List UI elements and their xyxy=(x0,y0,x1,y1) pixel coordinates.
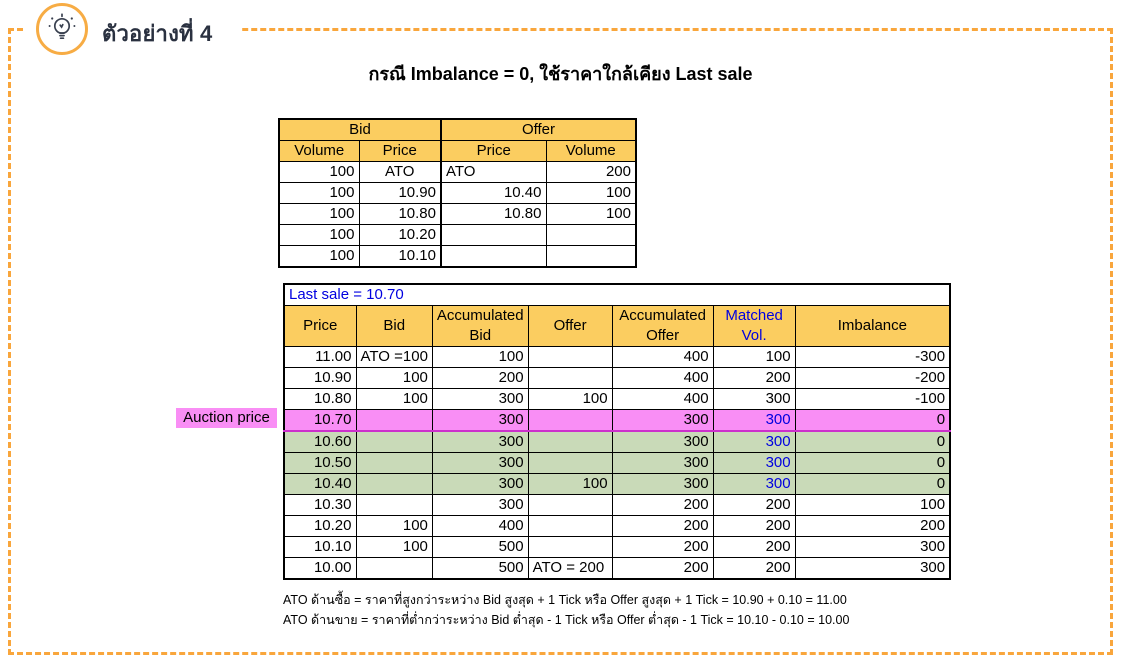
matching-cell-acc-bid: 300 xyxy=(432,410,528,432)
order-book-cell xyxy=(441,246,546,268)
order-book-cell: 10.20 xyxy=(359,225,441,246)
matching-cell-bid: 100 xyxy=(356,537,432,558)
matching-cell-price: 11.00 xyxy=(284,347,356,368)
matching-cell-offer: 100 xyxy=(528,389,612,410)
matching-cell-price: 10.50 xyxy=(284,453,356,474)
matching-cell-offer xyxy=(528,453,612,474)
bid-volume-header: Volume xyxy=(279,141,359,162)
matching-cell-acc-bid: 200 xyxy=(432,368,528,389)
matching-row xyxy=(284,537,950,558)
matching-cell-bid: 100 xyxy=(356,389,432,410)
matching-cell-matched: 300 xyxy=(713,431,795,453)
order-book-cell: 100 xyxy=(279,162,359,183)
matching-cell-offer xyxy=(528,516,612,537)
matching-cell-price: 10.00 xyxy=(284,558,356,580)
lightbulb-glyph xyxy=(45,12,79,46)
matching-cell-offer: ATO = 200 xyxy=(528,558,612,580)
matching-cell-acc-offer: 400 xyxy=(612,389,713,410)
bid-price-header: Price xyxy=(359,141,441,162)
matching-cell-acc-bid: 100 xyxy=(432,347,528,368)
matching-row xyxy=(284,516,950,537)
order-book-cell: ATO xyxy=(441,162,546,183)
matching-cell-bid: 100 xyxy=(356,368,432,389)
matching-cell-bid: 100 xyxy=(356,516,432,537)
matching-cell-imbalance: -100 xyxy=(795,389,950,410)
matching-cell-price: 10.40 xyxy=(284,474,356,495)
matching-row xyxy=(284,474,950,495)
order-book-row xyxy=(279,246,636,268)
matching-cell-matched: 200 xyxy=(713,516,795,537)
offer-price-header: Price xyxy=(441,141,546,162)
price-header: Price xyxy=(284,306,356,347)
matching-cell-acc-bid: 400 xyxy=(432,516,528,537)
last-sale-row xyxy=(284,284,950,306)
order-book-row xyxy=(279,162,636,183)
accumulated-offer-header: Accumulated Offer xyxy=(612,306,713,347)
matching-cell-acc-offer: 200 xyxy=(612,516,713,537)
matching-cell-matched: 300 xyxy=(713,389,795,410)
matching-cell-bid xyxy=(356,495,432,516)
matching-cell-acc-offer: 300 xyxy=(612,453,713,474)
matching-cell-price: 10.90 xyxy=(284,368,356,389)
matching-cell-bid: ATO =100 xyxy=(356,347,432,368)
order-book-cell: 100 xyxy=(546,183,636,204)
matching-cell-acc-offer: 200 xyxy=(612,537,713,558)
matching-tbody xyxy=(284,347,950,580)
order-book-cell: 10.10 xyxy=(359,246,441,268)
matching-cell-bid xyxy=(356,410,432,432)
matching-cell-price: 10.60 xyxy=(284,431,356,453)
matching-cell-imbalance: -300 xyxy=(795,347,950,368)
matching-cell-price: 10.70 xyxy=(284,410,356,432)
group-header-row xyxy=(279,119,636,141)
matching-cell-acc-offer: 200 xyxy=(612,495,713,516)
matching-cell-matched: 200 xyxy=(713,537,795,558)
order-book-cell: 100 xyxy=(279,225,359,246)
matching-table xyxy=(283,283,951,580)
matching-cell-acc-offer: 200 xyxy=(612,558,713,580)
bid-header: Bid xyxy=(356,306,432,347)
matching-cell-acc-offer: 400 xyxy=(612,368,713,389)
auction-price-label: Auction price xyxy=(176,408,277,428)
lightbulb-icon xyxy=(36,3,88,55)
column-header-row xyxy=(279,141,636,162)
matching-cell-imbalance: 300 xyxy=(795,537,950,558)
example-badge-label: ตัวอย่างที่ 4 xyxy=(102,21,213,46)
matching-cell-bid xyxy=(356,431,432,453)
matching-cell-matched: 200 xyxy=(713,558,795,580)
matched-vol-header: Matched Vol. xyxy=(713,306,795,347)
order-book-row xyxy=(279,183,636,204)
offer-group-header: Offer xyxy=(441,119,636,141)
order-book-cell: 10.90 xyxy=(359,183,441,204)
matching-row xyxy=(284,495,950,516)
matching-row xyxy=(284,431,950,453)
order-book-tbody xyxy=(279,162,636,268)
matching-cell-acc-bid: 500 xyxy=(432,558,528,580)
matching-cell-acc-bid: 300 xyxy=(432,474,528,495)
matching-cell-offer: 100 xyxy=(528,474,612,495)
matching-cell-offer xyxy=(528,537,612,558)
order-book-cell: 10.80 xyxy=(441,204,546,225)
order-book-cell: 100 xyxy=(279,183,359,204)
matching-cell-imbalance: 200 xyxy=(795,516,950,537)
matching-cell-acc-offer: 300 xyxy=(612,410,713,432)
matching-cell-imbalance: 0 xyxy=(795,431,950,453)
matching-cell-imbalance: 0 xyxy=(795,453,950,474)
matching-cell-matched: 300 xyxy=(713,410,795,432)
matching-cell-matched: 300 xyxy=(713,474,795,495)
matching-cell-acc-bid: 500 xyxy=(432,537,528,558)
accumulated-bid-header: Accumulated Bid xyxy=(432,306,528,347)
matching-row xyxy=(284,389,950,410)
footnotes xyxy=(283,590,849,630)
matching-cell-matched: 100 xyxy=(713,347,795,368)
matching-cell-offer xyxy=(528,347,612,368)
matching-cell-price: 10.20 xyxy=(284,516,356,537)
matching-row xyxy=(284,347,950,368)
matching-cell-acc-offer: 300 xyxy=(612,474,713,495)
matching-row xyxy=(284,368,950,389)
imbalance-header: Imbalance xyxy=(795,306,950,347)
matching-cell-bid xyxy=(356,558,432,580)
matching-cell-imbalance: -200 xyxy=(795,368,950,389)
footnote-ato-buy: ATO ด้านซื้อ = ราคาที่สูงกว่าระหว่าง Bid สูงสุด + 1 Tick หรือ Offer สูงสุด + 1 Tick = 10.90 + 0.10 = 11.00 xyxy=(283,593,847,607)
page-title: กรณี Imbalance = 0, ใช้ราคาใกล้เคียง Last sale xyxy=(368,64,753,84)
offer-volume-header: Volume xyxy=(546,141,636,162)
matching-cell-offer xyxy=(528,368,612,389)
order-book-cell: 100 xyxy=(279,204,359,225)
order-book-row xyxy=(279,225,636,246)
matching-cell-offer xyxy=(528,495,612,516)
matching-cell-price: 10.30 xyxy=(284,495,356,516)
order-book-cell xyxy=(441,225,546,246)
order-book-cell: 10.40 xyxy=(441,183,546,204)
bid-group-header: Bid xyxy=(279,119,441,141)
order-book-cell: ATO xyxy=(359,162,441,183)
matching-cell-matched: 200 xyxy=(713,368,795,389)
order-book-cell xyxy=(546,246,636,268)
matching-cell-price: 10.80 xyxy=(284,389,356,410)
matching-row xyxy=(284,410,950,432)
order-book-table xyxy=(278,118,637,268)
matching-cell-acc-bid: 300 xyxy=(432,389,528,410)
matching-cell-imbalance: 0 xyxy=(795,410,950,432)
offer-header: Offer xyxy=(528,306,612,347)
matching-cell-price: 10.10 xyxy=(284,537,356,558)
order-book-cell: 10.80 xyxy=(359,204,441,225)
matching-cell-bid xyxy=(356,474,432,495)
matching-cell-imbalance: 300 xyxy=(795,558,950,580)
footnote-ato-sell: ATO ด้านขาย = ราคาที่ต่ำกว่าระหว่าง Bid ต่ำสุด - 1 Tick หรือ Offer ต่ำสุด - 1 Tick = 10.10 - 0.10 = 10.00 xyxy=(283,613,850,627)
matching-cell-acc-offer: 300 xyxy=(612,431,713,453)
matching-cell-acc-bid: 300 xyxy=(432,453,528,474)
matching-row xyxy=(284,558,950,580)
matching-cell-acc-offer: 400 xyxy=(612,347,713,368)
matching-cell-acc-bid: 300 xyxy=(432,431,528,453)
matching-cell-matched: 200 xyxy=(713,495,795,516)
matching-cell-imbalance: 100 xyxy=(795,495,950,516)
matching-cell-matched: 300 xyxy=(713,453,795,474)
matching-header-row xyxy=(284,306,950,347)
matching-row xyxy=(284,453,950,474)
matching-cell-bid xyxy=(356,453,432,474)
matching-cell-imbalance: 0 xyxy=(795,474,950,495)
order-book-cell: 100 xyxy=(279,246,359,268)
order-book-cell: 100 xyxy=(546,204,636,225)
order-book-cell xyxy=(546,225,636,246)
matching-cell-acc-bid: 300 xyxy=(432,495,528,516)
order-book-row xyxy=(279,204,636,225)
order-book-cell: 200 xyxy=(546,162,636,183)
matching-cell-offer xyxy=(528,410,612,432)
last-sale-label: Last sale = 10.70 xyxy=(284,284,950,306)
matching-cell-offer xyxy=(528,431,612,453)
